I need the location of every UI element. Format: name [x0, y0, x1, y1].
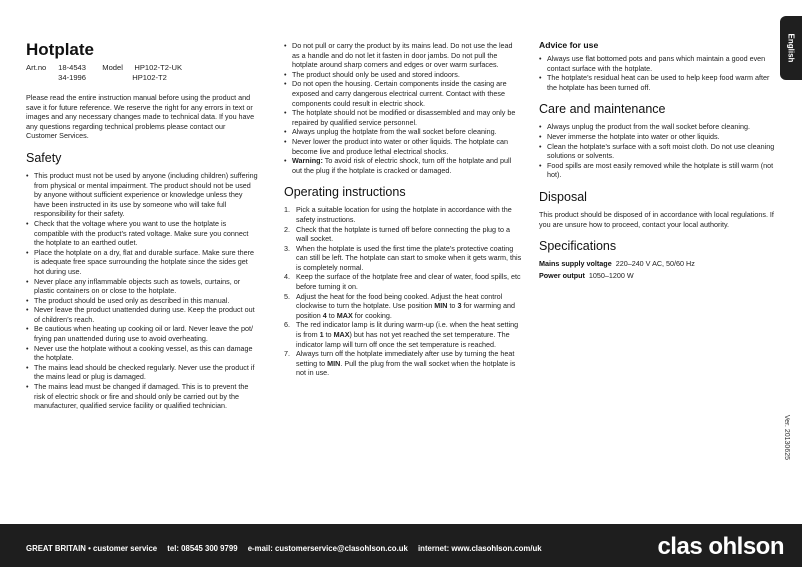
setting-1: 1 [319, 330, 324, 340]
item-text: for cooking. [354, 310, 392, 320]
spec-row [539, 271, 775, 281]
list-item: • Do not open the housing. Certain components inside the casing are exposed and carry dangerous electrical current. Contact with these components could result in electric shock. [284, 79, 522, 108]
safety-list [26, 171, 258, 411]
item-text: Pick a suitable location for using the hotplate in accordance with the safety instructions. [296, 205, 512, 224]
list-item: • Food spills are most easily removed while the hotplate is still warm (not hot). [539, 161, 775, 180]
safety-list-continued [284, 41, 522, 175]
item-number: 5. [284, 291, 290, 301]
advice-list [539, 54, 775, 92]
item-text: Adjust the heat for the food being cooked. Adjust the heat control clockwise to turn the hotplate. Use position [296, 291, 503, 311]
list-item: • Clean the hotplate’s surface with a soft moist cloth. Do not use cleaning solutions or solvents. [539, 142, 775, 161]
list-item [284, 349, 522, 378]
setting-4: 4 [322, 310, 327, 320]
item-number: 3. [284, 243, 290, 253]
item-text: When the hotplate is used the first time the plate’s protective coating can still be left. The hotplate can start to smoke when it gets warm, this is completely normal. [296, 243, 522, 272]
item-text: to [328, 310, 335, 320]
spec-label: Mains supply voltage [539, 259, 612, 269]
list-item: • Never use the hotplate without a cooking vessel, as this can damage the hotplate. [26, 344, 258, 363]
list-item: • The product should be used only as described in this manual. [26, 296, 258, 306]
specs-heading: Specifications [539, 239, 617, 254]
list-item: • Always unplug the hotplate from the wall socket before cleaning. [284, 127, 522, 137]
item-number: 1. [284, 205, 290, 215]
list-item [284, 205, 522, 224]
item-text: ) but has not yet reached the set temperature. The indicator lamp will turn off once the set temperature is reached. [296, 330, 510, 349]
item-text: . Pull the plug from the wall socket when the hotplate is not in use. [296, 358, 516, 378]
list-item: • Check that the voltage where you want to use the hotplate is compatible with the product’s rated voltage. Make sure you connect the hotplate to an earthed outlet. [26, 219, 258, 248]
column-right [539, 40, 775, 280]
column-middle [284, 41, 522, 378]
spec-value: 1050–1200 W [588, 270, 634, 280]
item-text: to [449, 301, 456, 311]
item-number: 2. [284, 224, 290, 234]
warning-item [284, 156, 522, 175]
list-item: • Always unplug the product from the wall socket before cleaning. [539, 122, 775, 132]
spec-value: 220–240 V AC, 50/60 Hz [615, 259, 695, 269]
list-item: • Do not pull or carry the product by its mains lead. Do not use the lead as a handle and do not let it fasten in door jambs. Do not pull the hotplate around sharp corners and edges or over warm surfaces. [284, 41, 522, 70]
setting-3: 3 [457, 301, 462, 311]
min-label: MIN [434, 301, 448, 311]
item-number: 4. [284, 272, 290, 282]
warning-label: Warning: [292, 156, 323, 166]
footer-website[interactable]: internet: www.clasohlson.com/uk [418, 544, 542, 553]
page-title: Hotplate [26, 40, 94, 59]
item-text: The red indicator lamp is lit during warm-up (i.e. when the heat setting is from [296, 320, 519, 340]
list-item: • The product should only be used and stored indoors. [284, 70, 522, 80]
min-label: MIN [327, 358, 341, 368]
warning-text: To avoid risk of electric shock, turn off the hotplate and pull out the plug if the hotplate is cracked or damaged. [292, 156, 512, 175]
disposal-heading: Disposal [539, 189, 587, 204]
list-item [284, 320, 522, 349]
art-no-1: 18-4543 [58, 63, 86, 72]
care-heading: Care and maintenance [539, 102, 666, 117]
item-text: for warming and position [296, 301, 515, 320]
language-tab-label: English [786, 33, 796, 63]
art-no-label: Art.no [26, 63, 47, 72]
list-item: • The hotplate should not be modified or disassembled and may only be repaired by qualified service personnel. [284, 108, 522, 127]
safety-heading: Safety [26, 150, 62, 165]
model-label: Model [102, 63, 123, 72]
list-item: • Never lower the product into water or other liquids. The hotplate can become live and produce lethal electrical shocks. [284, 137, 522, 156]
list-item [284, 292, 522, 321]
item-number: 6. [284, 320, 290, 330]
list-item: • Never immerse the hotplate into water or other liquids. [539, 132, 775, 142]
list-item: • This product must not be used by anyone (including children) suffering from physical or mental impairment. The product should not be used by anyone without sufficient experience or knowledge unless they have been instructed in its use by someone who will take full responsibility for their safety. [26, 171, 258, 219]
art-no-2: 34-1996 [58, 73, 86, 82]
spec-label: Power output [539, 270, 585, 280]
list-item: • The mains lead must be changed if damaged. This is to prevent the risk of electric shock or fire and should only be carried out by the manufacturer, qualified service facility or qualified technician. [26, 382, 258, 411]
intro-text: Please read the entire instruction manual before using the product and save it for future reference. We reserve the right for any errors in text or images and any necessary changes made to technical data. If you have any questions regarding technical problems please contact our Customer Services. [26, 93, 255, 141]
footer-bar [0, 524, 802, 567]
list-item [284, 225, 522, 244]
list-item: • Never leave the product unattended during use. Keep the product out of children’s reach. [26, 305, 258, 324]
max-label: MAX [336, 310, 353, 320]
list-item [284, 272, 522, 291]
item-text: Always turn off the hotplate immediately after use by turning the heat setting to [296, 349, 515, 368]
version-label: Ver. 20130625 [783, 414, 790, 460]
footer-region: GREAT BRITAIN • customer service [26, 544, 158, 553]
model-1: HP102-T2-UK [134, 63, 183, 72]
footer-email[interactable]: e-mail: customerservice@clasohlson.co.uk [247, 544, 408, 553]
spec-row [539, 259, 775, 269]
article-numbers [26, 63, 258, 83]
item-text: Check that the hotplate is turned off before connecting the plug to a wall socket. [296, 224, 511, 244]
max-label: MAX [333, 330, 350, 340]
operating-heading: Operating instructions [284, 185, 406, 200]
brand-logo: clas ohlson [657, 533, 784, 560]
list-item [284, 244, 522, 273]
footer-phone[interactable]: tel: 08545 300 9799 [167, 544, 238, 553]
column-left [26, 40, 258, 411]
advice-heading: Advice for use [539, 40, 599, 50]
list-item: • Be cautious when heating up cooking oil or lard. Never leave the pot/ frying pan unattended during use to avoid overheating. [26, 324, 258, 343]
list-item: • The mains lead should be checked regularly. Never use the product if the mains lead or plug is damaged. [26, 363, 258, 382]
list-item: • Always use flat bottomed pots and pans which maintain a good even contact surface with the hotplate. [539, 54, 775, 73]
list-item: • Never place any inflammable objects such as towels, curtains, or plastic containers on or close to the hotplate. [26, 277, 258, 296]
list-item: • Place the hotplate on a dry, flat and durable surface. Make sure there is adequate free space surrounding the hotplate since the sides get hot during use. [26, 248, 258, 277]
care-list [539, 122, 775, 180]
item-text: Keep the surface of the hotplate free and clear of water, food spills, etc before turning it on. [296, 272, 521, 292]
item-text: to [325, 330, 332, 340]
disposal-text: This product should be disposed of in accordance with local regulations. If you are unsure how to proceed, contact your local authority. [539, 209, 774, 229]
footer-contact [26, 544, 550, 553]
list-item: • The hotplate’s residual heat can be used to help keep food warm after the hotplate has been turned off. [539, 73, 775, 92]
model-2: HP102-T2 [132, 73, 167, 82]
language-tab[interactable] [780, 16, 802, 80]
item-number: 7. [284, 349, 290, 359]
operating-list [284, 205, 522, 378]
